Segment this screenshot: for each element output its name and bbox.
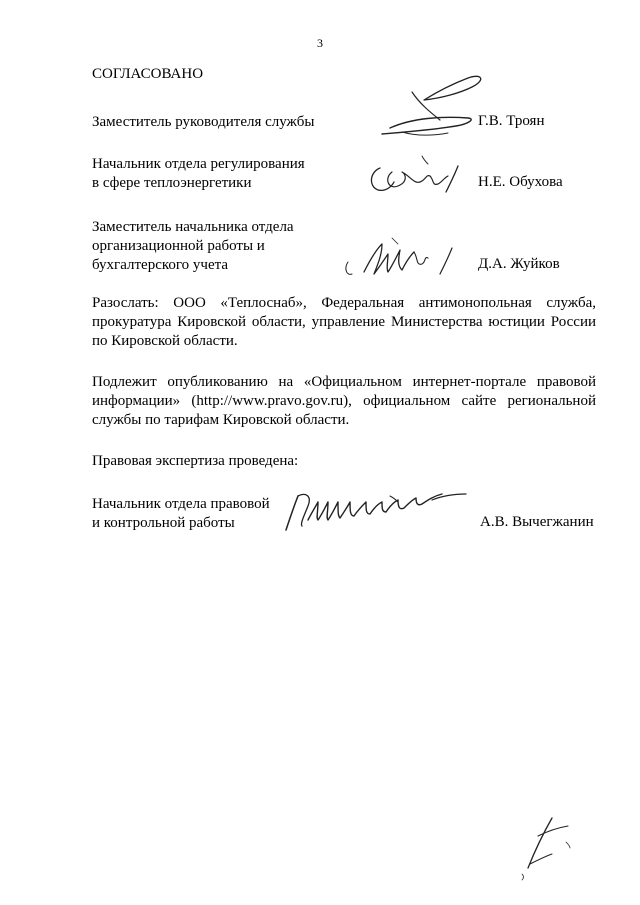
legal-signer-name: А.В. Вычегжанин <box>480 514 594 530</box>
page-number: 3 <box>317 36 323 50</box>
approved-title: СОГЛАСОВАНО <box>92 66 204 82</box>
signature-zhuykov <box>338 232 468 282</box>
approval-position-2: Начальник отдела регулирования в сфере теплоэнергетики <box>92 156 305 191</box>
legal-signer-position: Начальник отдела правовой и контрольной работы <box>92 496 270 531</box>
initial-mark <box>508 812 580 882</box>
signature-obukhova <box>362 148 472 198</box>
approval-name-1: Г.В. Троян <box>478 113 545 129</box>
signature-vychegzhanin <box>282 486 472 534</box>
approval-position-3: Заместитель начальника отдела организационной работы и бухгалтерского учета <box>92 219 294 273</box>
distribution-paragraph: Разослать: ООО «Теплоснаб», Федеральная антимонопольная служба, прокуратура Кировской области, управление Министерства юстиции России по Кировской области. <box>92 295 596 349</box>
legal-review-note: Правовая экспертиза проведена: <box>92 453 299 469</box>
approval-position-1: Заместитель руководителя службы <box>92 114 315 130</box>
signature-troyan <box>372 70 492 148</box>
approval-name-2: Н.Е. Обухова <box>478 174 563 190</box>
approval-name-3: Д.А. Жуйков <box>478 256 560 272</box>
publication-paragraph: Подлежит опубликованию на «Официальном интернет-портале правовой информации» (http://www.pravo.gov.ru), официальном сайте региональной службы по тарифам Кировской области. <box>92 374 596 428</box>
